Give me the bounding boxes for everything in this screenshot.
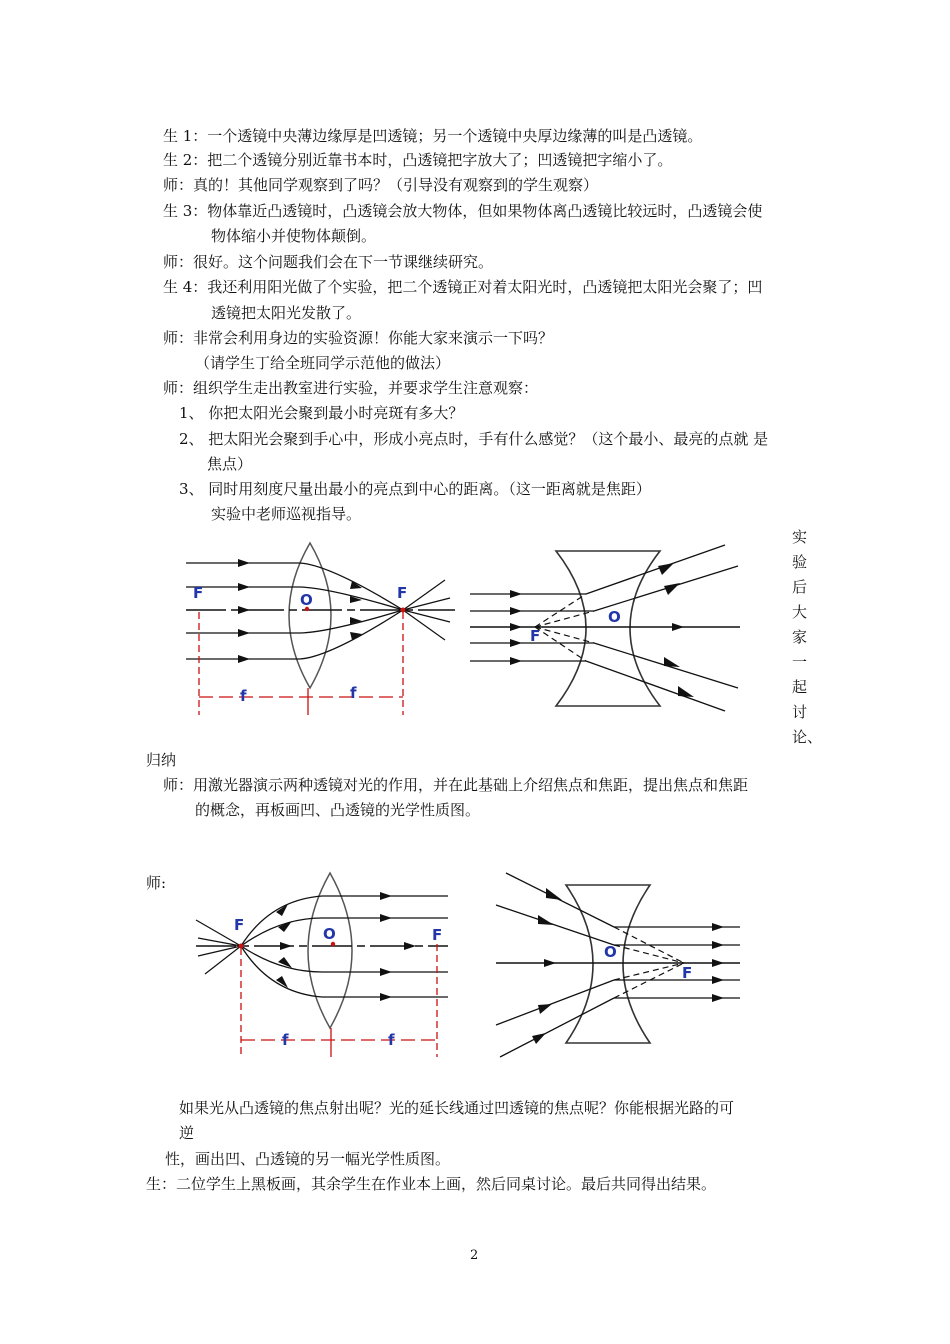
text-line: 如果光从凸透镜的焦点射出呢？光的延长线通过凹透镜的焦点呢？你能根据光路的可 (179, 1099, 735, 1117)
focus-label: F (234, 916, 245, 934)
focal-length-label: f (240, 687, 247, 705)
text-line: 归纳 (146, 751, 177, 769)
vertical-char: 论、 (792, 728, 823, 746)
optical-center-label: O (323, 925, 336, 943)
text-line: 师：用激光器演示两种透镜对光的作用，并在此基础上介绍焦点和焦距，提出焦点和焦距 (163, 776, 749, 794)
vertical-char: 家 (792, 628, 808, 646)
text-line: 性，画出凹、凸透镜的另一幅光学性质图。 (165, 1150, 451, 1168)
list-item: 2、 把太阳光会聚到手心中，形成小亮点时，手有什么感觉？（这个最小、最亮的点就 是 (179, 430, 769, 448)
text-line: 生 1：一个透镜中央薄边缘厚是凹透镜；另一个透镜中央厚边缘薄的叫是凸透镜。 (163, 127, 703, 145)
optical-center-label: O (604, 943, 617, 961)
text-line: 师：很好。这个问题我们会在下一节课继续研究。 (163, 253, 494, 271)
text-line: 透镜把太阳光发散了。 (211, 304, 362, 322)
focus-label: F (397, 584, 408, 602)
vertical-char: 起 (792, 678, 808, 696)
text-line: 师：真的！其他同学观察到了吗？（引导没有观察到的学生观察） (163, 176, 599, 194)
text-line: 的概念，再板画凹、凸透镜的光学性质图。 (195, 801, 481, 819)
text-line: 物体缩小并使物体颠倒。 (211, 227, 377, 245)
text-line: 生 2：把二个透镜分别近靠书本时，凸透镜把字放大了；凹透镜把字缩小了。 (163, 151, 673, 169)
text-line: （请学生丁给全班同学示范他的做法） (195, 354, 451, 372)
focus-label: F (432, 926, 443, 944)
text-line: 生 3：物体靠近凸透镜时，凸透镜会放大物体，但如果物体离凸透镜比较远时，凸透镜会使 (163, 202, 763, 220)
text-line: 生：二位学生上黑板画，其余学生在作业本上画，然后同桌讨论。最后共同得出结果。 (146, 1175, 717, 1193)
text-line: 师：组织学生走出教室进行实验，并要求学生注意观察： (163, 379, 539, 397)
vertical-char: 大 (792, 603, 808, 621)
focal-length-label: f (388, 1031, 395, 1049)
text-line: 师：非常会利用身边的实验资源！你能大家来演示一下吗？ (163, 329, 554, 347)
text-line: 生 4：我还利用阳光做了个实验，把二个透镜正对着太阳光时，凸透镜把太阳光会聚了；凹 (163, 278, 763, 296)
focus-label: F (193, 584, 204, 602)
vertical-char: 讨 (792, 703, 808, 721)
focal-length-label: f (350, 684, 357, 702)
focus-label: F (682, 964, 693, 982)
vertical-char: 实 (792, 528, 808, 546)
optical-center-label: O (300, 591, 313, 609)
page-number: 2 (470, 1248, 479, 1263)
vertical-char: 验 (792, 553, 808, 571)
vertical-char: 后 (792, 578, 808, 596)
list-item: 1、 你把太阳光会聚到最小时亮斑有多大？ (179, 404, 464, 422)
vertical-char: 一 (792, 653, 808, 671)
focus-label: F (530, 627, 541, 645)
text-line: 实验中老师巡视指导。 (211, 505, 362, 523)
text-line: 师: (146, 874, 167, 892)
list-item: 3、 同时用刻度尺量出最小的亮点到中心的距离。（这一距离就是焦距） (179, 480, 651, 498)
focal-length-label: f (282, 1031, 289, 1049)
optical-center-label: O (608, 608, 621, 626)
text-line: 逆 (179, 1124, 195, 1142)
text-line: 焦点） (207, 455, 253, 473)
